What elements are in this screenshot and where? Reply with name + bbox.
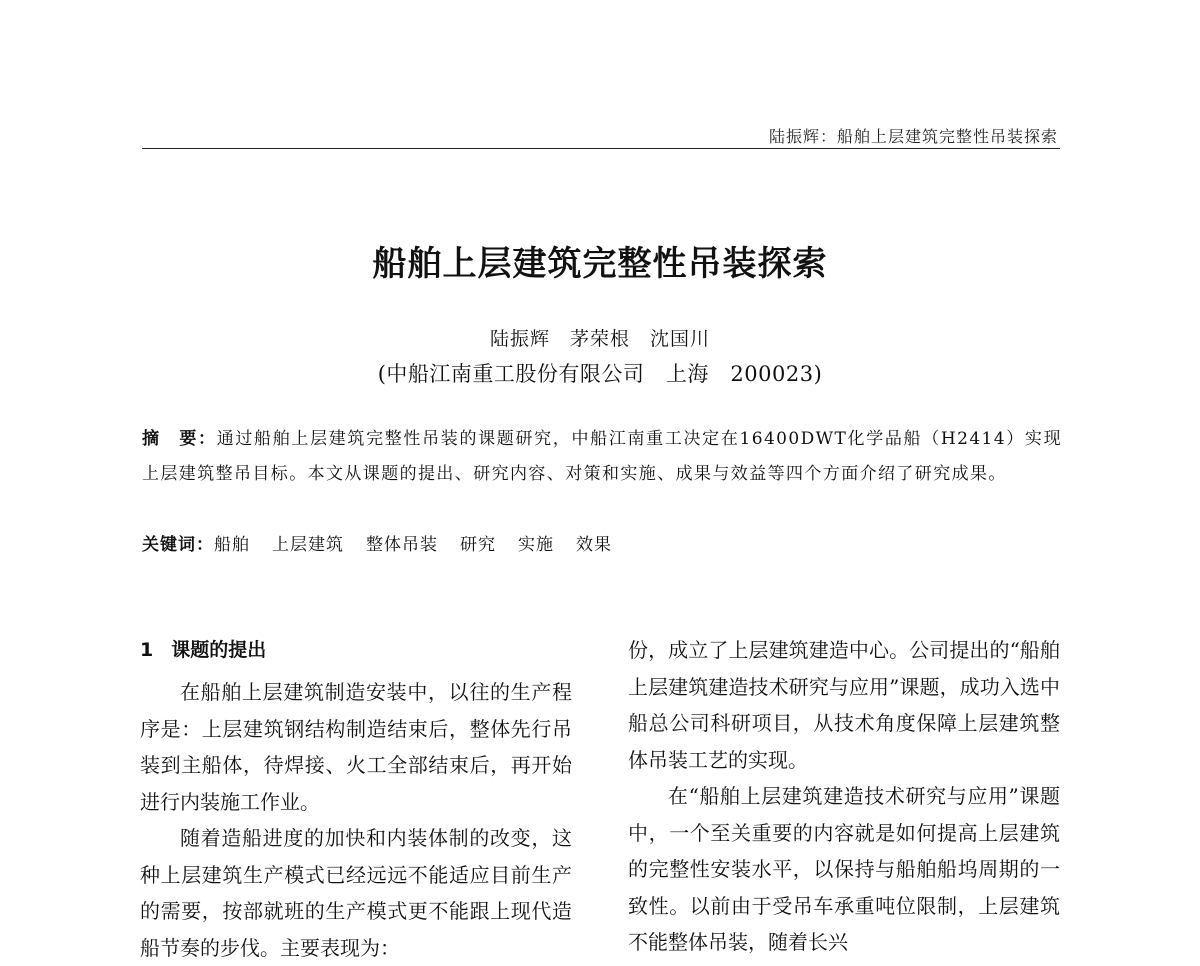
section-title: 课题的提出 (171, 639, 267, 661)
section-number: 1 (140, 639, 154, 661)
body-paragraph: 在“船舶上层建筑建造技术研究与应用”课题中，一个至关重要的内容就是如何提高上层建筑的完整性安装水平，以保持与船舶船坞周期的一致性。以前由于受吊车承重吨位限制，上层建筑不能整体吊装，随着长兴 (628, 784, 1060, 954)
abstract-label: 摘 要： (142, 429, 217, 449)
paper-title: 船舶上层建筑完整性吊装探索 (372, 244, 828, 284)
running-header: 陆振辉：船舶上层建筑完整性吊装探索 (768, 127, 1058, 146)
body-paragraph: 随着造船进度的加快和内装体制的改变，这种上层建筑生产模式已经远远不能适应目前生产的需要，按部就班的生产模式更不能跟上现代造船节奏的步伐。主要表现为： (140, 826, 572, 960)
body-paragraph: 在船舶上层建筑制造安装中，以往的生产程序是：上层建筑钢结构制造结束后，整体先行吊装到主船体，待焊接、火工全部结束后，再开始进行内装施工作业。 (140, 680, 572, 814)
body-paragraph: 份，成立了上层建筑建造中心。公司提出的“船舶上层建筑建造技术研究与应用”课题，成功入选中船总公司科研项目，从技术角度保障上层建筑整体吊装工艺的实现。 (628, 638, 1060, 772)
keyword: 上层建筑 (272, 535, 344, 555)
abstract-text: 通过船舶上层建筑完整性吊装的课题研究，中船江南重工决定在16400DWT化学品船（H2414）实现上层建筑整吊目标。本文从课题的提出、研究内容、对策和实施、成果与效益等四个方面介绍了研究成果。 (142, 429, 1062, 484)
keyword: 整体吊装 (366, 535, 438, 555)
left-column (140, 632, 572, 966)
authors: 陆振辉 茅荣根 沈国川 (489, 328, 710, 350)
keyword: 实施 (518, 535, 554, 555)
keyword: 研究 (460, 535, 496, 555)
keyword: 效果 (576, 535, 612, 555)
keywords-label: 关键词： (142, 535, 214, 555)
header-rule (142, 148, 1060, 149)
keyword: 船舶 (214, 535, 250, 555)
abstract (142, 422, 1062, 492)
right-column (628, 632, 1060, 961)
affiliation: (中船江南重工股份有限公司 上海 200023) (377, 362, 823, 386)
keywords (142, 530, 1062, 555)
section-heading (140, 632, 572, 668)
